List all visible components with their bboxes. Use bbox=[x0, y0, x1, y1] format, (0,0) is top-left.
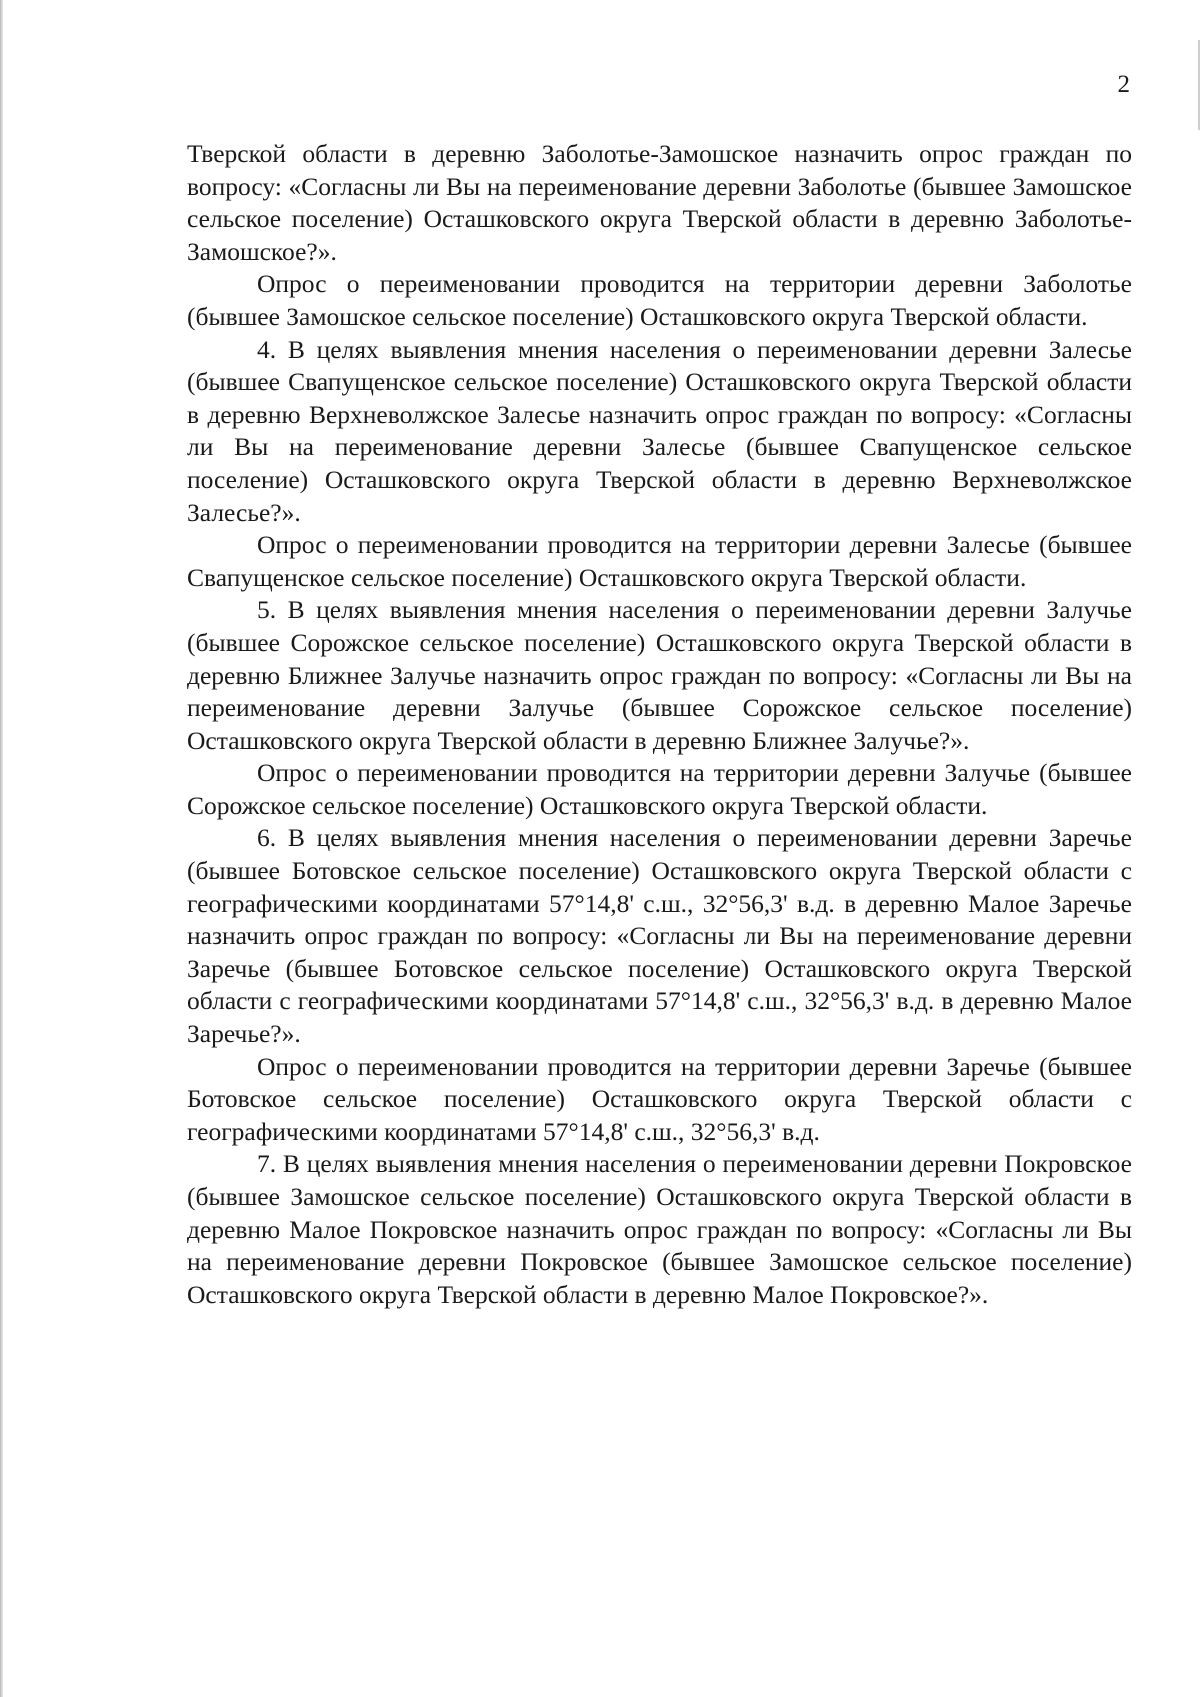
paragraph-item-4: 4. В целях выявления мнения населения о переименовании деревни Залесье (бывшее Свапущенское сельское поселение) Осташковского округа Тверской области в деревню Верхневолжское Залесье назначить опрос граждан по вопросу: «Согласны ли Вы на переименование деревни Залесье (бывшее Свапущенское сельское поселение) Осташковского округа Тверской области в деревню Верхневолжское Залесье?». bbox=[187, 334, 1132, 527]
paragraph-survey-zalesye: Опрос о переименовании проводится на территории деревни Залесье (бывшее Свапущенское сельское поселение) Осташковского округа Тверской области. bbox=[187, 530, 1132, 592]
paragraph-continuation: Тверской области в деревню Заболотье-Замошское назначить опрос граждан по вопросу: «Согласны ли Вы на переименование деревни Заболотье (бывшее Замошское сельское поселение) Осташковского округа Тверской области в деревню Заболотье-Замошское?». bbox=[187, 139, 1132, 266]
paragraph-survey-zaluchye: Опрос о переименовании проводится на территории деревни Залучье (бывшее Сорожское сельское поселение) Осташковского округа Тверской области. bbox=[187, 758, 1132, 820]
paragraph-survey-zabolotye: Опрос о переименовании проводится на территории деревни Заболотье (бывшее Замошское сельское поселение) Осташковского округа Тверской области. bbox=[187, 269, 1132, 331]
paragraph-item-7: 7. В целях выявления мнения населения о переименовании деревни Покровское (бывшее Замошское сельское поселение) Осташковского округа Тверской области в деревню Малое Покровское назначить опрос граждан по вопросу: «Согласны ли Вы на переименование деревни Покровское (бывшее Замошское сельское поселение) Осташковского округа Тверской области в деревню Малое Покровское?». bbox=[187, 1149, 1132, 1309]
page-number: 2 bbox=[1117, 71, 1130, 98]
paragraph-item-6: 6. В целях выявления мнения населения о переименовании деревни Заречье (бывшее Ботовское сельское поселение) Осташковского округа Тверской области с географическими координатами 57°14,8' с.ш., 32°56,3' в.д. в деревню Малое Заречье назначить опрос граждан по вопросу: «Согласны ли Вы на переименование деревни Заречье (бывшее Ботовское сельское поселение) Осташковского округа Тверской области с географическими координатами 57°14,8' с.ш., 32°56,3' в.д. в деревню Малое Заречье?». bbox=[187, 823, 1132, 1049]
document-body bbox=[187, 138, 1132, 1311]
paragraph-item-5: 5. В целях выявления мнения населения о переименовании деревни Залучье (бывшее Сорожское сельское поселение) Осташковского округа Тверской области в деревню Ближнее Залучье назначить опрос граждан по вопросу: «Согласны ли Вы на переименование деревни Залучье (бывшее Сорожское сельское поселение) Осташковского округа Тверской области в деревню Ближнее Залучье?». bbox=[187, 595, 1132, 755]
paragraph-survey-zarechye: Опрос о переименовании проводится на территории деревни Заречье (бывшее Ботовское сельское поселение) Осташковского округа Тверской области с географическими координатами 57°14,8' с.ш., 32°56,3' в.д. bbox=[187, 1051, 1132, 1146]
scan-shadow-left bbox=[0, 0, 3, 1697]
